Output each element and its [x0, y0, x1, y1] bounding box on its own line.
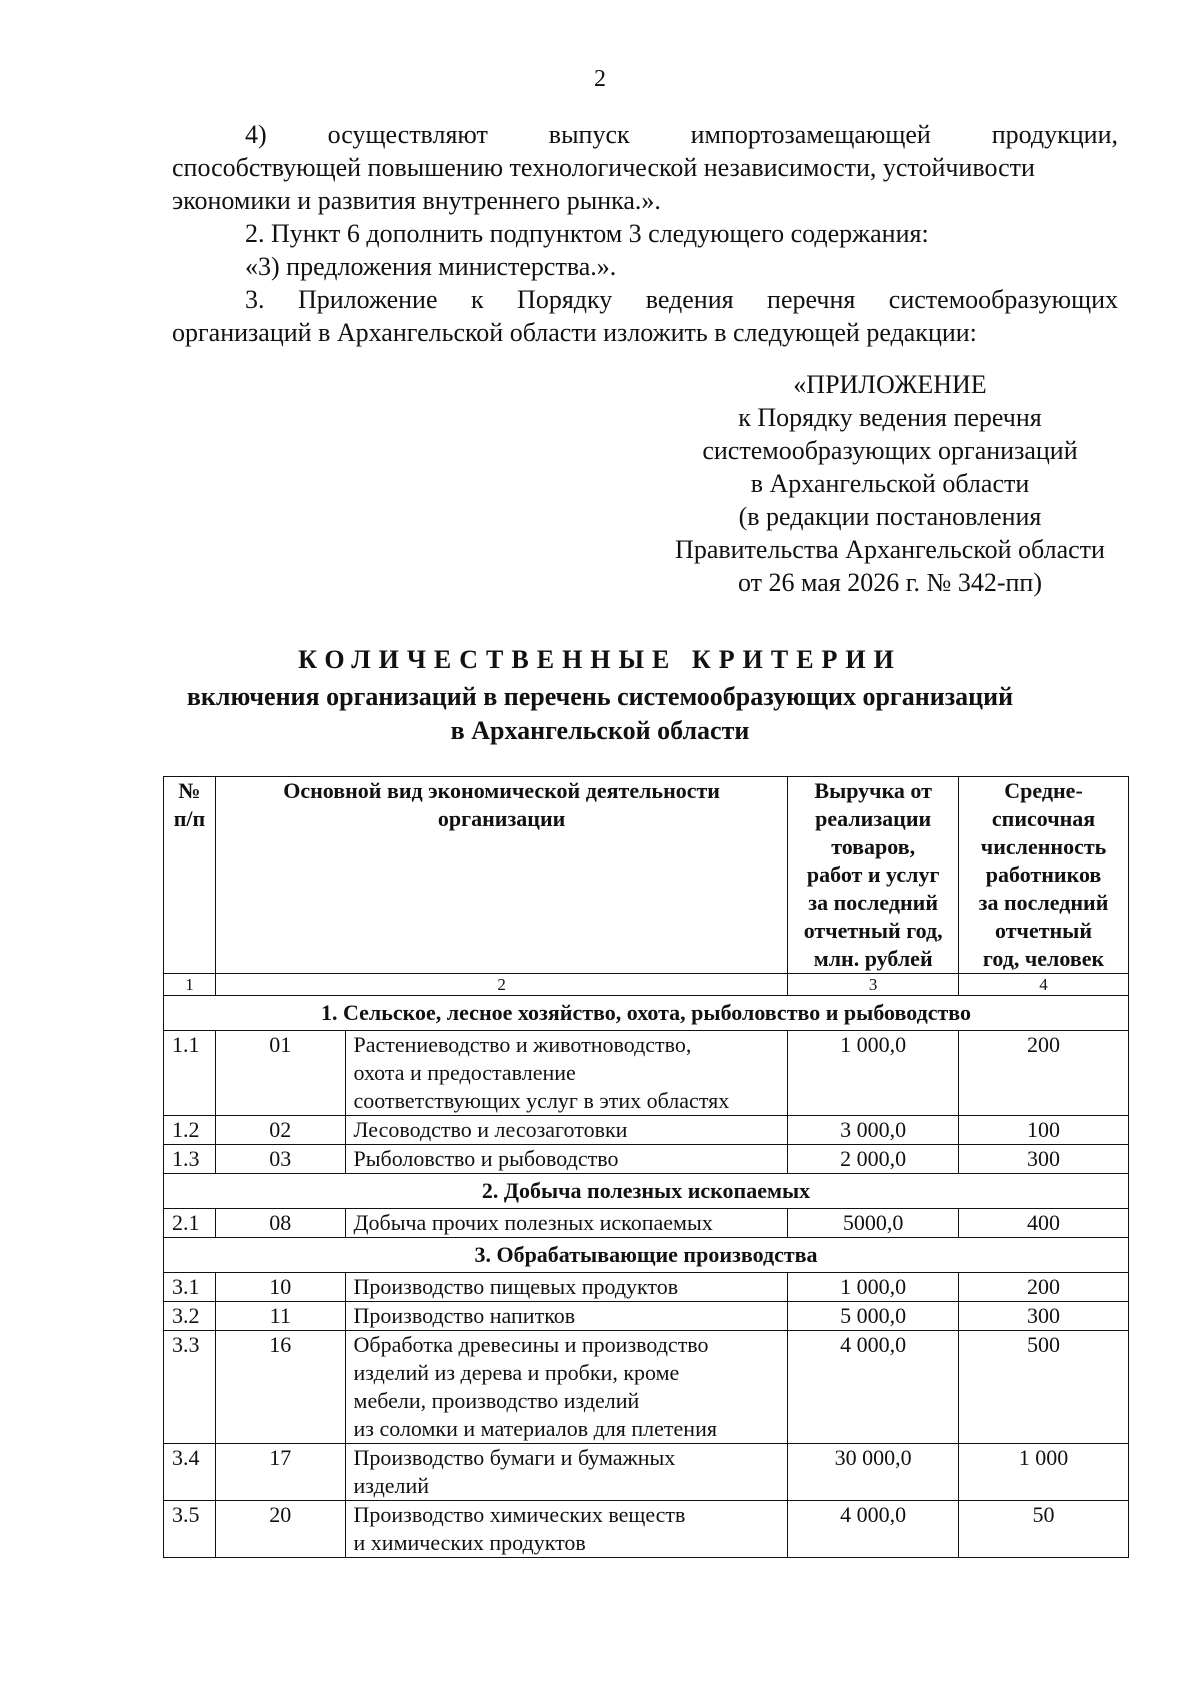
- criteria-table: [163, 776, 1129, 1558]
- table-row: [164, 1331, 1129, 1444]
- row-revenue: 30 000,0: [788, 1444, 959, 1501]
- row-activity: Производство напитков: [345, 1302, 788, 1331]
- subtitle-line-1: включения организаций в перечень системообразующих организаций: [186, 682, 1014, 711]
- section-header-row: [164, 1238, 1129, 1273]
- row-staff: 100: [959, 1116, 1129, 1145]
- table-row: [164, 1501, 1129, 1558]
- column-number-row: [164, 974, 1129, 996]
- row-revenue: 4 000,0: [788, 1331, 959, 1444]
- row-code: 08: [215, 1209, 345, 1238]
- row-revenue: 5000,0: [788, 1209, 959, 1238]
- header-revenue: Выручка от реализации товаров, работ и услуг за последний отчетный год, млн. рублей: [788, 777, 959, 974]
- header-activity: Основной вид экономической деятельности организации: [215, 777, 787, 974]
- row-staff: 200: [959, 1031, 1129, 1116]
- row-num: 1.2: [164, 1116, 216, 1145]
- appendix-line: от 26 мая 2026 г. № 342-пп): [738, 568, 1042, 597]
- row-num: 3.2: [164, 1302, 216, 1331]
- row-num: 3.5: [164, 1501, 216, 1558]
- appendix-header: [610, 368, 1170, 599]
- row-code: 02: [215, 1116, 345, 1145]
- row-staff: 300: [959, 1145, 1129, 1174]
- column-number: 4: [959, 974, 1129, 996]
- intro-paragraph-3: «3) предложения министерства.».: [245, 252, 617, 281]
- row-code: 10: [215, 1273, 345, 1302]
- section-title: 3. Обрабатывающие производства: [164, 1238, 1129, 1273]
- column-number: 1: [164, 974, 216, 996]
- appendix-line: Правительства Архангельской области: [675, 535, 1105, 564]
- intro-paragraph-1-line-1: 4) осуществляют выпуск импортозамещающей продукции,: [245, 120, 1118, 149]
- row-num: 3.3: [164, 1331, 216, 1444]
- row-num: 2.1: [164, 1209, 216, 1238]
- row-staff: 200: [959, 1273, 1129, 1302]
- row-code: 17: [215, 1444, 345, 1501]
- column-number: 3: [788, 974, 959, 996]
- section-header-row: [164, 1174, 1129, 1209]
- intro-paragraph-2: 2. Пункт 6 дополнить подпунктом 3 следующего содержания:: [245, 219, 929, 248]
- header-num: № п/п: [164, 777, 216, 974]
- row-staff: 50: [959, 1501, 1129, 1558]
- row-num: 3.4: [164, 1444, 216, 1501]
- row-code: 01: [215, 1031, 345, 1116]
- document-title: КОЛИЧЕСТВЕННЫЕ КРИТЕРИИ: [298, 645, 902, 674]
- intro-paragraph-4-line-1: 3. Приложение к Порядку ведения перечня системообразующих: [245, 285, 1118, 314]
- page-number: 2: [594, 66, 606, 92]
- row-num: 1.3: [164, 1145, 216, 1174]
- row-revenue: 2 000,0: [788, 1145, 959, 1174]
- row-staff: 300: [959, 1302, 1129, 1331]
- column-number: 2: [215, 974, 787, 996]
- intro-paragraph-4-line-2: организаций в Архангельской области изложить в следующей редакции:: [172, 318, 977, 347]
- row-revenue: 1 000,0: [788, 1273, 959, 1302]
- table-header-row: [164, 777, 1129, 974]
- row-staff: 1 000: [959, 1444, 1129, 1501]
- row-num: 1.1: [164, 1031, 216, 1116]
- row-revenue: 5 000,0: [788, 1302, 959, 1331]
- row-code: 11: [215, 1302, 345, 1331]
- appendix-line: в Архангельской области: [750, 469, 1030, 498]
- row-staff: 500: [959, 1331, 1129, 1444]
- table-row: [164, 1209, 1129, 1238]
- table-row: [164, 1302, 1129, 1331]
- appendix-line: «ПРИЛОЖЕНИЕ: [793, 370, 987, 399]
- intro-paragraph-1-line-2: способствующей повышению технологической независимости, устойчивости: [172, 153, 1035, 182]
- subtitle-line-2: в Архангельской области: [450, 716, 750, 745]
- row-activity: Обработка древесины и производство изделий из дерева и пробки, кроме мебели, производство изделий из соломки и материалов для плетения: [345, 1331, 788, 1444]
- row-activity: Рыболовство и рыбоводство: [345, 1145, 788, 1174]
- row-activity: Лесоводство и лесозаготовки: [345, 1116, 788, 1145]
- table-row: [164, 1116, 1129, 1145]
- row-activity: Производство бумаги и бумажных изделий: [345, 1444, 788, 1501]
- appendix-line: к Порядку ведения перечня: [738, 403, 1042, 432]
- row-activity: Добыча прочих полезных ископаемых: [345, 1209, 788, 1238]
- table-row: [164, 1444, 1129, 1501]
- row-revenue: 3 000,0: [788, 1116, 959, 1145]
- appendix-line: системообразующих организаций: [702, 436, 1078, 465]
- section-title: 1. Сельское, лесное хозяйство, охота, рыболовство и рыбоводство: [164, 996, 1129, 1031]
- appendix-line: (в редакции постановления: [738, 502, 1042, 531]
- row-activity: Растениеводство и животноводство, охота и предоставление соответствующих услуг в этих областях: [345, 1031, 788, 1116]
- document-subtitle: [0, 680, 1200, 748]
- row-num: 3.1: [164, 1273, 216, 1302]
- table-row: [164, 1273, 1129, 1302]
- row-code: 20: [215, 1501, 345, 1558]
- table-row: [164, 1145, 1129, 1174]
- intro-paragraph-1-line-3: экономики и развития внутреннего рынка.».: [172, 186, 661, 215]
- row-revenue: 1 000,0: [788, 1031, 959, 1116]
- row-code: 03: [215, 1145, 345, 1174]
- table-row: [164, 1031, 1129, 1116]
- row-revenue: 4 000,0: [788, 1501, 959, 1558]
- row-activity: Производство химических веществ и химических продуктов: [345, 1501, 788, 1558]
- section-header-row: [164, 996, 1129, 1031]
- section-title: 2. Добыча полезных ископаемых: [164, 1174, 1129, 1209]
- row-activity: Производство пищевых продуктов: [345, 1273, 788, 1302]
- header-staff: Средне- списочная численность работников за последний отчетный год, человек: [959, 777, 1129, 974]
- row-staff: 400: [959, 1209, 1129, 1238]
- row-code: 16: [215, 1331, 345, 1444]
